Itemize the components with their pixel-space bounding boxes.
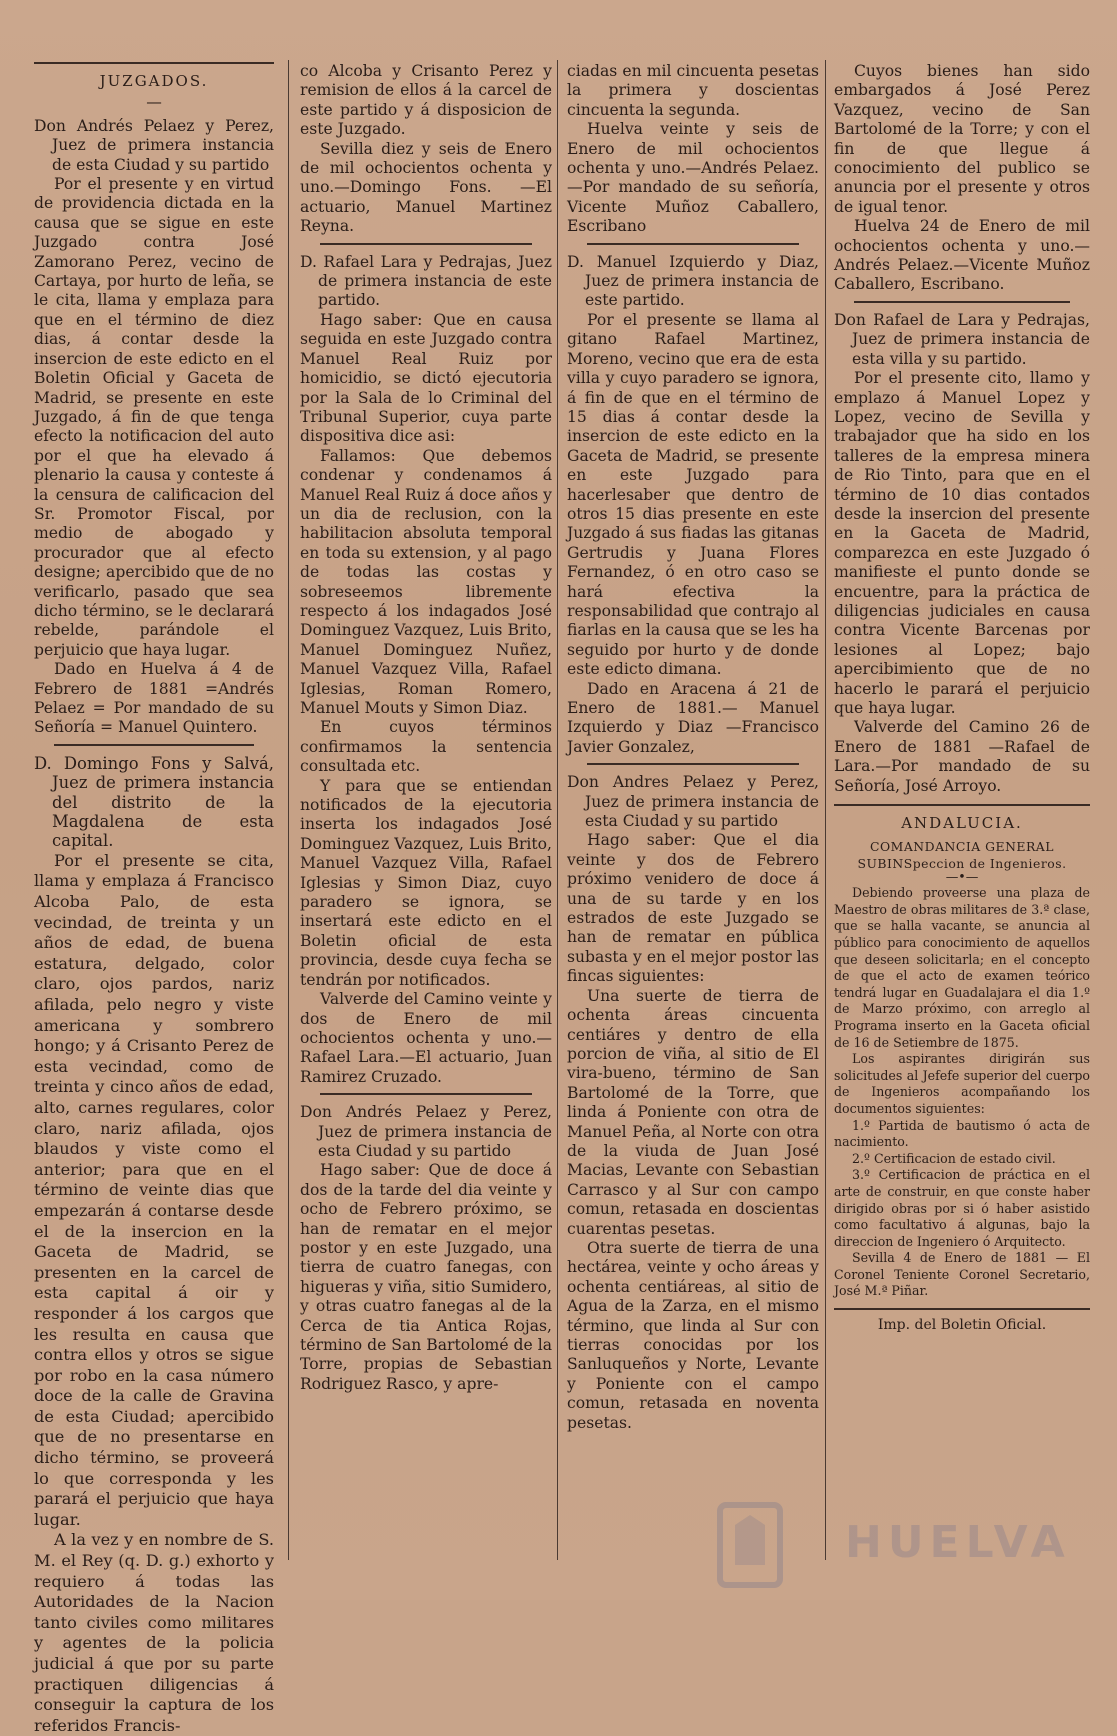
- notice-heading: Don Andrés Pelaez y Perez, Juez de primera instancia de esta Ciudad y su partido: [34, 116, 274, 174]
- notice-body: En cuyos términos confirmamos la sentencia consultada etc.: [300, 718, 552, 776]
- notice-body: Debiendo proveerse una plaza de Maestro de obras militares de 3.ª clase, que se halla vacante, se anuncia al público para conocimiento de aquellos que deseen solicitarla; en el concepto de que el acto de examen teórico tendrá lugar en Guadalajara el dia 1.º de Marzo próximo, con arreglo al Programa inserto en la Gaceta oficial de 16 de Setiembre de 1875.: [834, 885, 1090, 1050]
- notice-body: Fallamos: Que debemos condenar y condenamos á Manuel Real Ruiz á doce años y un dia de reclusion, con la habilitacion absoluta temporal en toda su extension, y al pago de todas las costas y sobreseemos libremente respecto á los indagados José Dominguez Vazquez, Luis Brito, Manuel Dominguez Nuñez, Manuel Vazquez Villa, Rafael Iglesias, Roman Romero, Manuel Mouts y Simon Diaz.: [300, 446, 552, 717]
- notice-continuation: Cuyos bienes han sido embargados á José Perez Vazquez, vecino de San Bartolomé de la Torre; y con el fin de que llegue á conocimiento del publico se anuncia por el presente y otros de igual tenor.: [834, 62, 1090, 216]
- section-title: ANDALUCIA.: [901, 814, 1023, 833]
- notice-body: Por el presente cito, llamo y emplazo á Manuel Lopez y Lopez, vecino de Sevilla y trabajador que ha sido en los talleres de la empresa minera de Rio Tinto, para que en el término de 10 dias contados desde la insercion del presente en la Gaceta de Madrid, comparezca en este Juzgado ó manifieste el punto donde se encuentre, para la práctica de diligencias judiciales en causa contra Vicente Barcenas por lesiones al Lopez; bajo apercibimiento que de no hacerlo le parará el perjuicio que haya lugar.: [834, 369, 1090, 717]
- notice-body: Y para que se entiendan notificados de la ejecutoria inserta los indagados José Dominguez Vazquez, Luis Brito, Manuel Vazquez Villa, Rafael Iglesias y Simon Diaz, cuyo paradero se ignora, se insertará este edicto en el Boletin oficial de esta provincia, desde cuya fecha se tendrán por notificados.: [300, 776, 552, 989]
- imprint: Imp. del Boletin Oficial.: [877, 1317, 1047, 1334]
- notice-body: Una suerte de tierra de ochenta áreas cincuenta centiáres y dentro de ella porcion de viña, al sitio de El vira-bueno, término de San Bartolomé de la Torre, que linda á Poniente con otra de Manuel Peña, al Norte con otra de la viuda de Juan José Macias, Levante con Sebastian Carrasco y al Sur con campo comun, retasada en doscientas cuarentas pesetas.: [567, 986, 819, 1238]
- notice-closing: Huelva veinte y seis de Enero de mil ochocientos ochenta y uno.—Andrés Pelaez.—Por mandado de su señoría, Vicente Muñoz Caballero, Escribano: [567, 120, 819, 236]
- divider: [320, 243, 532, 245]
- divider: [587, 763, 799, 765]
- section-title: JUZGADOS.: [99, 72, 209, 90]
- notice-heading: Don Rafael de Lara y Pedrajas, Juez de primera instancia de esta villa y su partido.: [834, 310, 1090, 368]
- column-1: [34, 62, 274, 1735]
- notice-heading: Don Andres Pelaez y Perez, Juez de primera instancia de esta Ciudad y su partido: [567, 773, 819, 831]
- column-4: [834, 62, 1090, 1592]
- divider: [320, 1093, 532, 1095]
- divider-dash: —•—: [945, 868, 979, 884]
- notice-body: Hago saber: Que de doce á dos de la tarde del dia veinte y ocho de Febrero próximo, se han de rematar en el mejor postor y en este Juzgado, una tierra de cuatro fanegas, con higueras y viña, sitio Sumidero, y otras cuatro fanegas al de la Cerca de tia Antica Rojas, término de San Bartolomé de la Torre, propias de Sebastian Rodriguez Rasco, y apre-: [300, 1161, 552, 1393]
- notice-closing: Sevilla 4 de Enero de 1881 — El Coronel Teniente Coronel Secretario, José M.ª Piñar.: [834, 1250, 1090, 1299]
- notice-heading: D. Rafael Lara y Pedrajas, Juez de primera instancia de este partido.: [300, 252, 552, 310]
- watermark-text: HUELVA: [845, 1517, 1071, 1568]
- notice-closing: Sevilla diez y seis de Enero de mil ochocientos ochenta y uno.—Domingo Fons. —El actuario, Manuel Martinez Reyna.: [300, 139, 552, 236]
- notice-body: Hago saber: Que en causa seguida en este Juzgado contra Manuel Real Ruiz por homicidio, se dictó ejecutoria por la Sala de lo Criminal del Tribunal Superior, cuya parte dispositiva dice asi:: [300, 310, 552, 446]
- notice-closing: Valverde del Camino veinte y dos de Enero de mil ochocientos ochenta y uno.—Rafael Lara.—El actuario, Juan Ramirez Cruzado.: [300, 990, 552, 1086]
- watermark-emblem-icon: [700, 1495, 840, 1595]
- column-rule: [557, 60, 558, 1560]
- notice-continuation: co Alcoba y Crisanto Perez y remision de ellos á la carcel de este partido y á disposicion de este Juzgado.: [300, 62, 552, 139]
- column-3: [567, 62, 819, 1592]
- notice-heading: COMANDANCIA GENERAL SUBINSpeccion de Ingenieros.: [857, 839, 1067, 872]
- notice-closing: Dado en Huelva á 4 de Febrero de 1881 =Andrés Pelaez = Por mandado de su Señoría = Manuel Quintero.: [34, 660, 274, 737]
- notice-closing: Huelva 24 de Enero de mil ochocientos ochenta y uno.—Andrés Pelaez.—Vicente Muñoz Caballero, Escribano.: [834, 217, 1090, 294]
- divider: [587, 243, 799, 245]
- notice-body: Hago saber: Que el dia veinte y dos de Febrero próximo venidero de doce á una de su tarde y en los estrados de este Juzgado se han de rematar en pública subasta y en el mejor postor las fincas siguientes:: [567, 831, 819, 986]
- divider-dash: —: [146, 93, 162, 112]
- column-rule: [825, 60, 826, 1560]
- document-item: 2.º Certificacion de estado civil.: [852, 1150, 1056, 1166]
- divider: [854, 301, 1070, 303]
- notice-body: Por el presente se llama al gitano Rafael Martinez, Moreno, vecino que era de esta villa y cuyo paradero se ignora, á fin de que en el término de 15 dias á contar desde la insercion de este edicto en la Gaceta de Madrid, se presente en este Juzgado para hacerlesaber que dentro de otros 15 dias presente en este Juzgado á sus fiadas las gitanas Gertrudis y Juana Flores Fernandez, ó en otro caso se hará efectiva la responsabilidad que contrajo al fiarlas en la causa que se les ha seguido por hurto y de donde este edicto dimana.: [567, 310, 819, 679]
- divider: [834, 1308, 1090, 1310]
- notice-body: Por el presente se cita, llama y emplaza á Francisco Alcoba Palo, de esta vecindad, de treinta y un años de edad, de buena estatura, delgado, color claro, ojos pardos, nariz afilada, pelo negro y viste americana y sombrero hongo; y á Crisanto Perez de esta vecindad, como de treinta y cinco años de edad, alto, carnes regulares, color claro, nariz afilada, ojos blaudos y viste como el anterior; para que en el término de veinte dias que empezarán á contarse desde el de la insercion en la Gaceta de Madrid, se presenten en la carcel de esta capital á oir y responder á los cargos que les resulta en causa que contra ellos y otros se sigue por robo en la casa número doce de la calle de Gravina de esta Ciudad; apercibido que de no presentarse en dicho término, se proveerá lo que corresponda y les parará el perjuicio que haya lugar.: [34, 850, 274, 1529]
- notice-heading: D. Manuel Izquierdo y Diaz, Juez de primera instancia de este partido.: [567, 252, 819, 310]
- document-item: 1.º Partida de bautismo ó acta de nacimiento.: [834, 1117, 1090, 1150]
- notice-closing: Dado en Aracena á 21 de Enero de 1881.— Manuel Izquierdo y Diaz —Francisco Javier Gonzalez,: [567, 679, 819, 756]
- notice-body: Los aspirantes dirigirán sus solicitudes al Jefefe superior del cuerpo de Ingenieros acompañando los documentos siguientes:: [834, 1051, 1090, 1116]
- library-watermark: [700, 1495, 1100, 1595]
- notice-heading: Don Andrés Pelaez y Perez, Juez de primera instancia de esta Ciudad y su partido: [300, 1103, 552, 1160]
- notice-closing: Valverde del Camino 26 de Enero de 1881 —Rafael de Lara.—Por mandado de su Señoría, José Arroyo.: [834, 718, 1090, 795]
- divider: [54, 744, 254, 746]
- column-rule: [288, 60, 289, 1560]
- notice-continuation: ciadas en mil cincuenta pesetas la primera y doscientas cincuenta la segunda.: [567, 62, 819, 119]
- column-2: [300, 62, 552, 1592]
- divider: [34, 62, 274, 64]
- notice-heading: D. Domingo Fons y Salvá, Juez de primera instancia del distrito de la Magdalena de esta capital.: [34, 753, 274, 851]
- divider: [834, 804, 1090, 806]
- notice-body: Por el presente y en virtud de providencia dictada en la causa que se sigue en este Juzgado contra José Zamorano Perez, vecino de Cartaya, por hurto de leña, se le cita, llama y emplaza para que en el término de diez dias, á contar desde la insercion de este edicto en el Boletin Oficial y Gaceta de Madrid, se presente en este Juzgado, á fin de que tenga efecto la notificacion del auto por el que ha elevado á plenario la causa y conteste á la censura de calificacion del Sr. Promotor Fiscal, por medio de abogado y procurador que al efecto designe; apercibido que de no verificarlo, pasado que sea dicho término, se le declarará rebelde, parándole el perjuicio que haya lugar.: [34, 175, 274, 659]
- notice-body: A la vez y en nombre de S. M. el Rey (q. D. g.) exhorto y requiero á todas las Autoridades de la Nacion tanto civiles como militares y agentes de la policia judicial á que por su parte practiquen diligencias á conseguir la captura de los referidos Francis-: [34, 1530, 274, 1735]
- document-item: 3.º Certificacion de práctica en el arte de construir, en que conste haber dirigido obras por si ó haber asistido como facultativo á algunas, bajo la direccion de Ingeniero ó Arquitecto.: [834, 1167, 1090, 1249]
- notice-body: Otra suerte de tierra de una hectárea, veinte y ocho áreas y ochenta centiáreas, al sitio de Agua de la Zarza, en el mismo término, que linda al Sur con tierras conocidas por los Sanluqueños y Norte, Levante y Poniente con el campo comun, retasada en noventa pesetas.: [567, 1238, 819, 1432]
- military-notice: [834, 839, 1090, 1300]
